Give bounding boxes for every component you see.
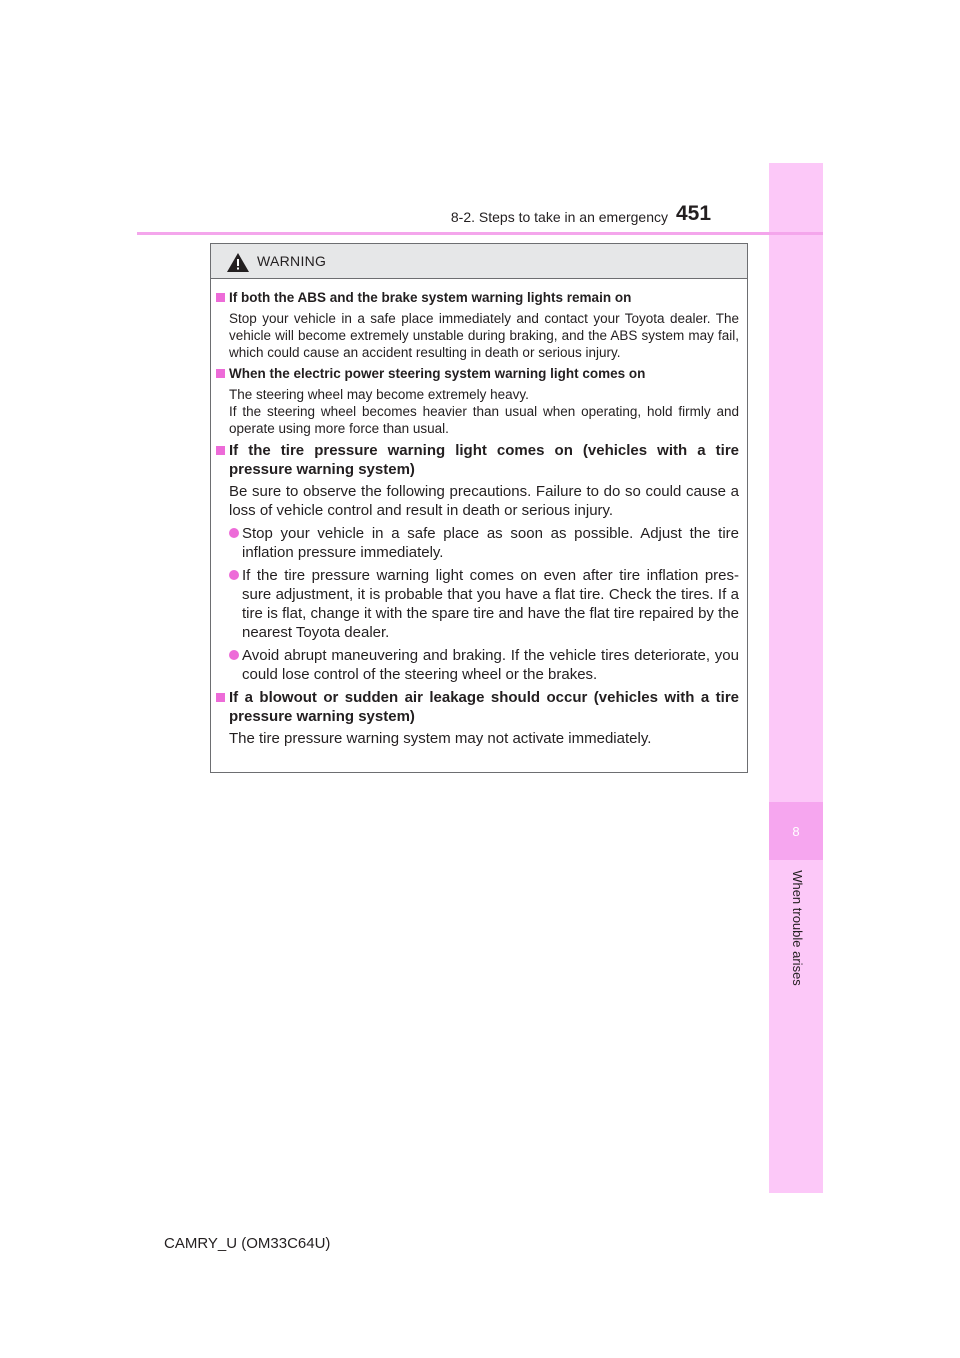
list-item: Avoid abrupt maneuvering and braking. If the vehicle tires deteriorate, you could lose control of the steering wheel or the brakes. [229,646,739,684]
item-heading: When the electric power steering system warning light comes on [219,365,739,383]
round-bullet-icon [229,650,239,660]
item-paragraph: The steering wheel may become extremely heavy. [229,387,529,402]
square-bullet-icon [216,293,225,302]
chapter-label: When trouble arises [790,870,805,986]
warning-body [211,279,747,748]
item-paragraph: The tire pressure warning system may not activate immediately. [229,730,652,747]
list-item: Stop your vehicle in a safe place as soon as possible. Adjust the tire inflation pressure immediately. [229,524,739,562]
warning-item-blowout [219,688,739,748]
warning-item-tire-pressure [219,441,739,684]
square-bullet-icon [216,693,225,702]
item-heading: If a blowout or sudden air leakage should occur (vehicles with a tire pressure warning system) [219,688,739,726]
page-number: 451 [676,202,712,225]
footer-doc-code: CAMRY_U (OM33C64U) [164,1235,331,1252]
warning-item-abs [219,289,739,361]
square-bullet-icon [216,369,225,378]
list-item: If the tire pressure warning light comes on even after tire inflation pres-sure adjustment, it is probable that you have a flat tire. Check the tires. If a tire is flat, change it with the spare tire and have the flat tire repaired by the nearest Toyota dealer. [229,566,739,642]
warning-item-power-steering [219,365,739,437]
warning-triangle-icon [227,253,249,272]
chapter-number: 8 [792,823,800,839]
item-heading: If both the ABS and the brake system warning lights remain on [219,289,739,307]
item-heading: If the tire pressure warning light comes on (vehicles with a tire pressure warning system) [219,441,739,479]
warning-label: WARNING [257,253,327,269]
item-paragraph: Be sure to observe the following precautions. Failure to do so could cause a loss of vehicle control and result in death or serious injury. [229,483,739,519]
square-bullet-icon [216,446,225,455]
item-paragraph: Stop your vehicle in a safe place immediately and contact your Toyota dealer. The vehicle will become extremely unstable during braking, and the ABS system may fail, which could cause an accident resulting in death or serious injury. [229,311,739,360]
side-tab [769,163,823,1193]
round-bullet-icon [229,570,239,580]
warning-header [211,244,747,279]
round-bullet-icon [229,528,239,538]
bullet-list [219,524,739,684]
warning-box [210,243,748,773]
header-rule [137,232,823,235]
section-title: 8-2. Steps to take in an emergency [450,209,668,225]
item-paragraph: If the steering wheel becomes heavier than usual when operating, hold firmly and operate using more force than usual. [229,404,739,436]
